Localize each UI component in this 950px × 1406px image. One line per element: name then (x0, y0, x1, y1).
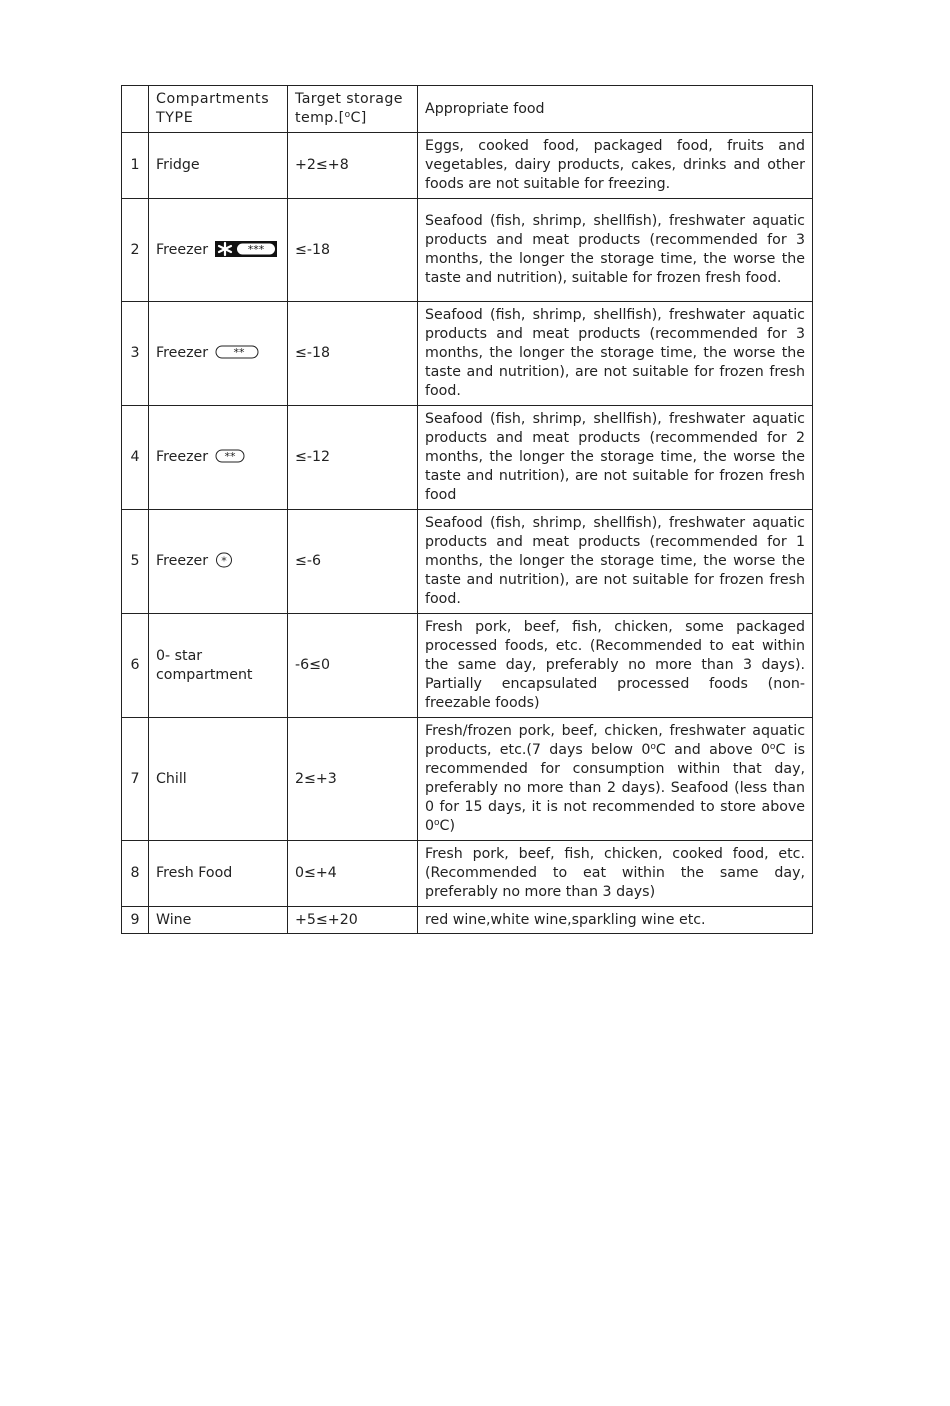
row-food: Seafood (fish, shrimp, shellfish), freshwater aquatic products and meat products (recommended for 3 months, the longer the storage time, the worse the taste and nutrition), are not suitable for frozen fresh food. (418, 302, 813, 406)
table-row (122, 406, 813, 510)
row-food: red wine,white wine,sparkling wine etc. (418, 907, 813, 934)
row-type: Wine (149, 907, 288, 934)
table-row (122, 614, 813, 718)
row-type (149, 199, 288, 302)
header-type: Compartments TYPE (149, 86, 288, 133)
two-star-freezer-icon (215, 448, 245, 464)
row-number: 9 (122, 907, 149, 934)
row-type (149, 406, 288, 510)
row-type (149, 510, 288, 614)
row-type: Chill (149, 718, 288, 841)
row-temp: 0≤+4 (288, 841, 418, 907)
four-star-freezer-icon (215, 241, 277, 257)
table-row (122, 199, 813, 302)
row-type-label: Freezer (156, 553, 209, 569)
row-number: 8 (122, 841, 149, 907)
row-food: Fresh pork, beef, fish, chicken, cooked food, etc. (Recommended to eat within the same day, preferably no more than 3 days) (418, 841, 813, 907)
row-type: Fresh Food (149, 841, 288, 907)
row-type: 0- star compartment (149, 614, 288, 718)
storage-table (121, 85, 813, 934)
row-temp: +5≤+20 (288, 907, 418, 934)
row-food: Fresh pork, beef, fish, chicken, some packaged processed foods, etc. (Recommended to eat within the same day, preferably no more than 3 days). Partially encapsulated processed foods (non-freezable foods) (418, 614, 813, 718)
row-number: 1 (122, 133, 149, 199)
svg-text:*: * (220, 554, 227, 568)
row-type (149, 302, 288, 406)
svg-text:**: ** (224, 450, 236, 463)
row-temp: ≤-18 (288, 302, 418, 406)
row-number: 3 (122, 302, 149, 406)
row-type-label: Freezer (156, 241, 209, 258)
row-temp: 2≤+3 (288, 718, 418, 841)
svg-text:***: *** (247, 242, 264, 256)
row-temp: ≤-12 (288, 406, 418, 510)
row-temp: -6≤0 (288, 614, 418, 718)
three-star-freezer-icon (215, 344, 259, 360)
table-row (122, 907, 813, 934)
row-number: 2 (122, 199, 149, 302)
row-number: 6 (122, 614, 149, 718)
table-row (122, 841, 813, 907)
table-row (122, 302, 813, 406)
row-number: 4 (122, 406, 149, 510)
header-temp: Target storage temp.[$^o$C] (288, 86, 418, 133)
row-food: Seafood (fish, shrimp, shellfish), freshwater aquatic products and meat products (recommended for 2 months, the longer the storage time, the worse the taste and nutrition), are not suitable for frozen fresh food (418, 406, 813, 510)
svg-text:**: ** (233, 346, 245, 359)
row-temp: ≤-18 (288, 199, 418, 302)
table-row (122, 510, 813, 614)
row-type: Fridge (149, 133, 288, 199)
table-row (122, 718, 813, 841)
row-temp: +2≤+8 (288, 133, 418, 199)
table-header-row (122, 86, 813, 133)
row-number: 7 (122, 718, 149, 841)
row-type-label: Freezer (156, 345, 209, 361)
row-number: 5 (122, 510, 149, 614)
row-food: Eggs, cooked food, packaged food, fruits and vegetables, dairy products, cakes, drinks and other foods are not suitable for freezing. (418, 133, 813, 199)
row-type-label: Freezer (156, 449, 209, 465)
one-star-freezer-icon (215, 552, 233, 568)
header-number (122, 86, 149, 133)
row-food: Fresh/frozen pork, beef, chicken, freshwater aquatic products, etc.(7 days below 0$^o$C and above 0$^o$C is recommended for consumption within that day, preferably no more than 2 days). Seafood (less than 0 for 15 days, it is not recommended to store above 0$^o$C) (418, 718, 813, 841)
row-food: Seafood (fish, shrimp, shellfish), freshwater aquatic products and meat products (recommended for 3 months, the longer the storage time, the worse the taste and nutrition), suitable for frozen fresh food. (418, 199, 813, 302)
header-food: Appropriate food (418, 86, 813, 133)
table-row (122, 133, 813, 199)
row-food: Seafood (fish, shrimp, shellfish), freshwater aquatic products and meat products (recommended for 1 months, the longer the storage time, the worse the taste and nutrition), are not suitable for frozen fresh food. (418, 510, 813, 614)
row-temp: ≤-6 (288, 510, 418, 614)
